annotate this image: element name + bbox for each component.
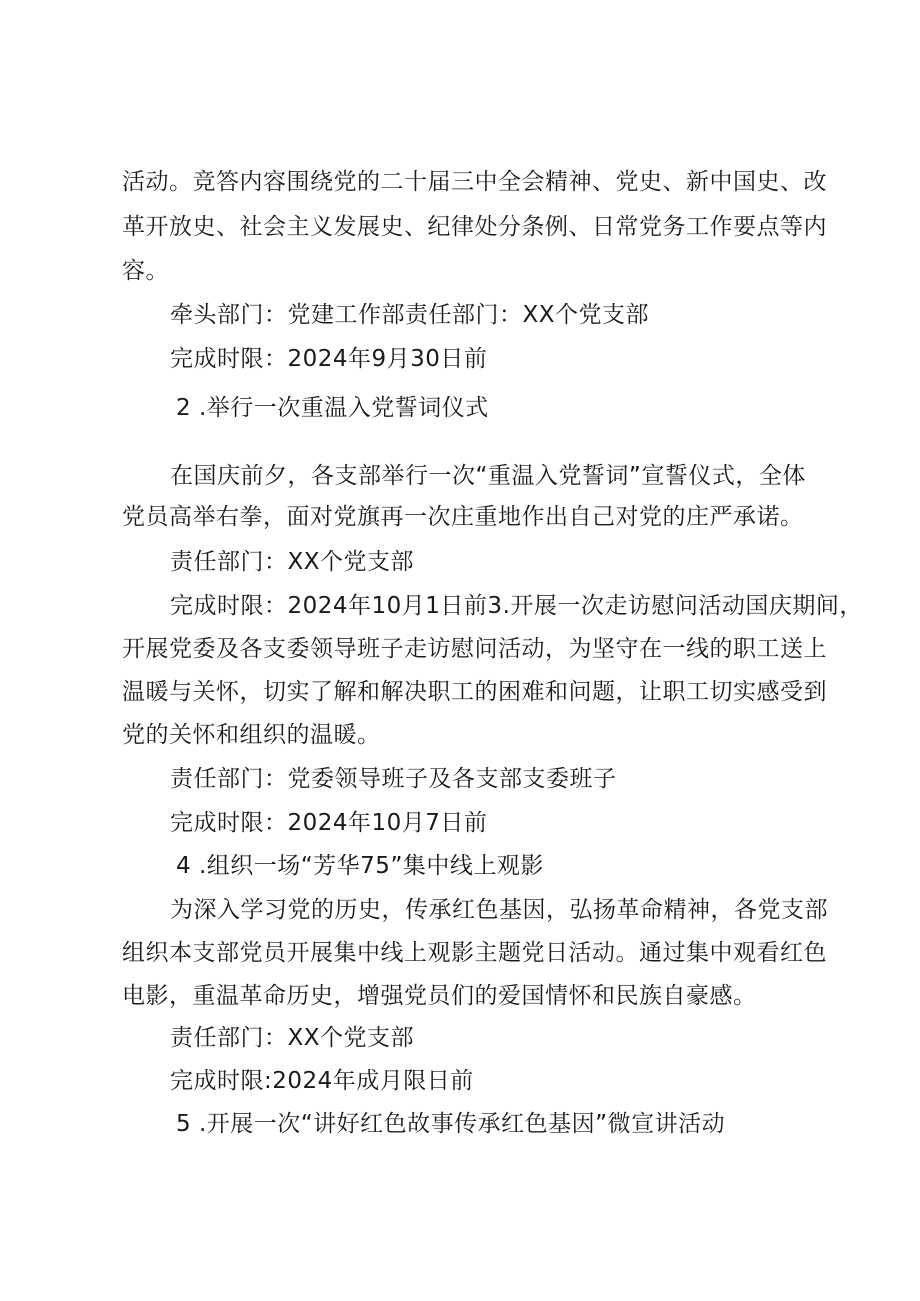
paragraph-line: 组织本支部党员开展集中线上观影主题党日活动。通过集中观看红色 [122,940,827,966]
paragraph-line: 温暖与关怀，切实了解和解决职工的困难和问题，让职工切实感受到 [122,679,827,705]
section-heading: 2 .举行一次重温入党誓词仪式 [176,395,489,421]
deadline-line: 完成时限：2024年10月7日前 [170,810,488,836]
section-heading: 4 .组织一场“芳华75”集中线上观影 [176,853,544,879]
deadline-line: 完成时限：2024年10月1日前3.开展一次走访慰问活动国庆期间， [170,593,863,619]
lead-department-line: 牵头部门：党建工作部责任部门：XX个党支部 [170,302,650,328]
responsible-department-line: 责任部门：XX个党支部 [170,549,415,575]
section-heading: 5 .开展一次“讲好红色故事传承红色基因”微宣讲活动 [176,1111,726,1137]
responsible-department-line: 责任部门：XX个党支部 [170,1025,415,1051]
deadline-line: 完成时限：2024年9月30日前 [170,346,488,372]
paragraph-line: 为深入学习党的历史，传承红色基因，弘扬革命精神，各党支部 [170,897,828,923]
paragraph-line: 革开放史、社会主义发展史、纪律处分条例、日常党务工作要点等内 [122,214,827,240]
deadline-line: 完成时限:2024年成月限日前 [170,1068,474,1094]
paragraph-line: 容。 [122,258,169,284]
paragraph-line: 电影，重温革命历史，增强党员们的爱国情怀和民族自豪感。 [122,983,757,1009]
paragraph-line: 活动。竞答内容围绕党的二十届三中全会精神、党史、新中国史、改 [122,169,827,195]
paragraph-line: 党的关怀和组织的温暖。 [122,722,381,748]
paragraph-line: 开展党委及各支委领导班子走访慰问活动，为坚守在一线的职工送上 [122,636,827,662]
paragraph-line: 在国庆前夕，各支部举行一次“重温入党誓词”宣誓仪式，全体 [170,463,806,489]
paragraph-line: 党员高举右拳，面对党旗再一次庄重地作出自己对党的庄严承诺。 [122,504,804,530]
responsible-department-line: 责任部门：党委领导班子及各支部支委班子 [170,766,617,792]
